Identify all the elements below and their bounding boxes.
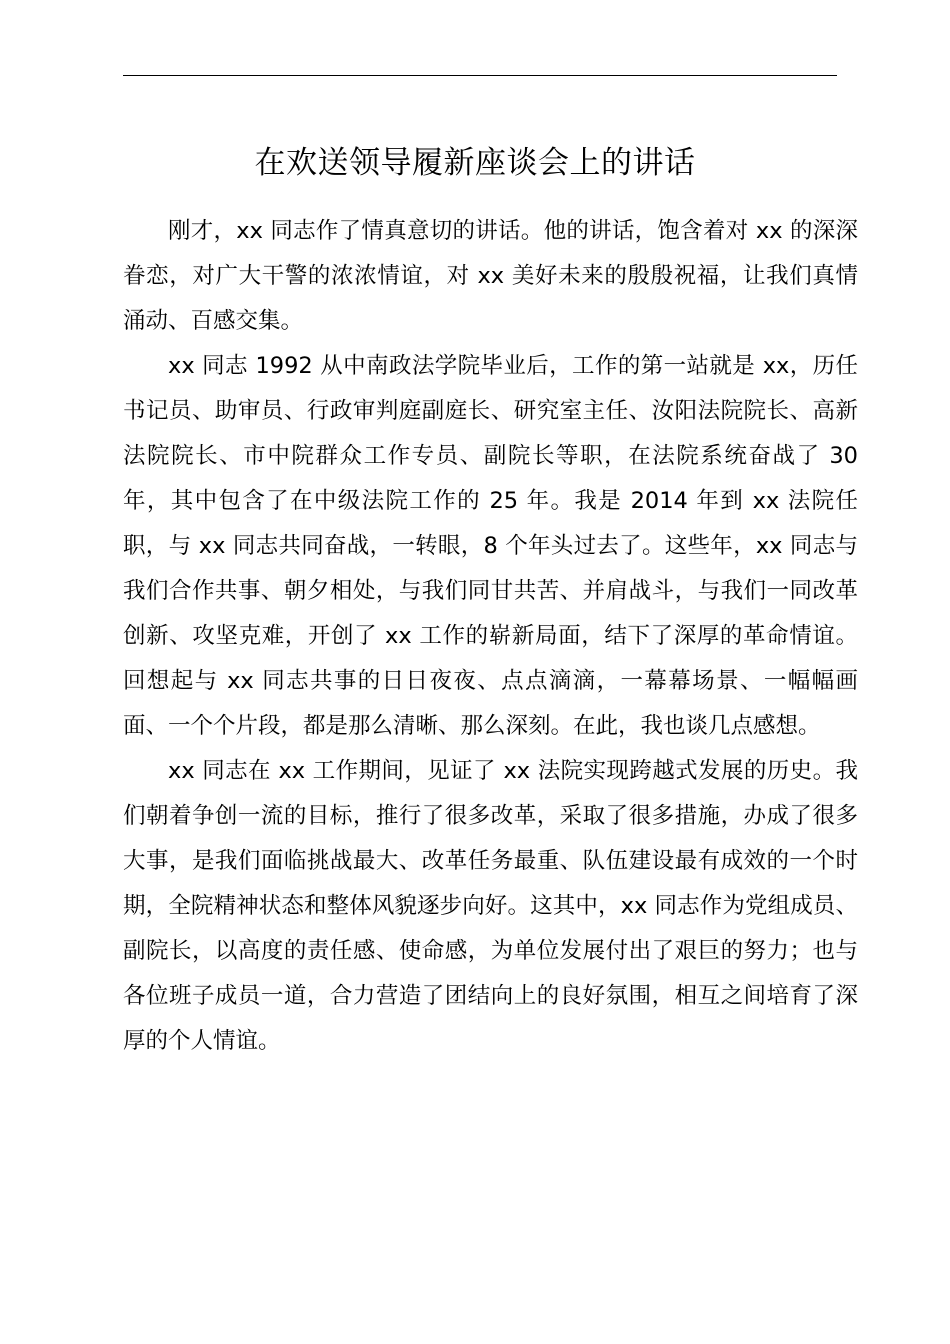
- paragraph-3: xx 同志在 xx 工作期间，见证了 xx 法院实现跨越式发展的历史。我们朝着争创一流的目标，推行了很多改革，采取了很多措施，办成了很多大事，是我们面临挑战最大、改革任务最重、队伍建设最有成效的一个时期，全院精神状态和整体风貌逐步向好。这其中，xx 同志作为党组成员、副院长，以高度的责任感、使命感，为单位发展付出了艰巨的努力；也与各位班子成员一道，合力营造了团结向上的良好氛围，相互之间培育了深厚的个人情谊。: [123, 758, 858, 1054]
- document-body: [123, 209, 858, 1064]
- paragraph-1: 刚才，xx 同志作了情真意切的讲话。他的讲话，饱含着对 xx 的深深眷恋，对广大干警的浓浓情谊，对 xx 美好未来的殷殷祝福，让我们真情涌动、百感交集。: [123, 218, 858, 334]
- paragraph-2: xx 同志 1992 从中南政法学院毕业后，工作的第一站就是 xx，历任书记员、助审员、行政审判庭副庭长、研究室主任、汝阳法院院长、高新法院院长、市中院群众工作专员、副院长等职，在法院系统奋战了 30 年，其中包含了在中级法院工作的 25 年。我是 2014 年到 xx 法院任职，与 xx 同志共同奋战，一转眼，8 个年头过去了。这些年，xx 同志与我们合作共事、朝夕相处，与我们同甘共苦、并肩战斗，与我们一同改革创新、攻坚克难，开创了 xx 工作的崭新局面，结下了深厚的革命情谊。回想起与 xx 同志共事的日日夜夜、点点滴滴，一幕幕场景、一幅幅画面、一个个片段，都是那么清晰、那么深刻。在此，我也谈几点感想。: [123, 353, 858, 739]
- page-title: 在欢送领导履新座谈会上的讲话: [254, 145, 696, 181]
- header-rule: [123, 75, 837, 76]
